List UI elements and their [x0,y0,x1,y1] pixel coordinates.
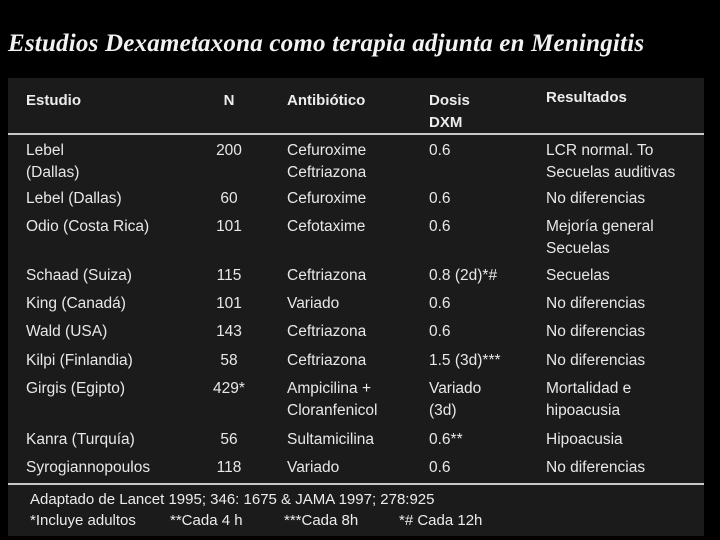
cell-n: 200 [216,142,242,159]
cell-line: 0.6 [429,323,451,340]
cell-line: No diferencias [546,295,646,312]
cell-study [26,265,132,287]
cell-line: Variado [287,459,340,476]
cell-results [546,457,645,479]
header-divider [8,133,704,135]
cell-results [546,140,675,184]
cell-line: (3d) [429,402,457,419]
cell-results [546,293,645,315]
cell-n: 101 [216,295,242,312]
cell-line: Mejoría general [546,218,654,235]
cell-line: Ceftriazona [287,323,367,340]
cell-line: Cloranfenicol [287,402,378,419]
cell-dose [429,378,481,422]
header-study: Estudio [26,92,81,109]
cell-line: No diferencias [546,459,646,476]
cell-results [546,378,631,422]
cell-study [26,429,135,451]
header-results: Resultados [546,89,627,106]
cell-n: 56 [220,431,238,448]
header-n: N [223,92,235,109]
cell-line: Hipoacusia [546,431,623,448]
header-antibiotic: Antibiótico [287,92,366,109]
cell-line: (Dallas) [26,164,80,181]
cell-results [546,188,645,210]
cell-line: Ampicilina + [287,380,371,397]
footnote: *# Cada 12h [399,512,483,529]
cell-study [26,321,107,343]
cell-line: 0.6 [429,190,451,207]
studies-table-panel [8,78,704,536]
cell-line: King (Canadá) [26,295,126,312]
cell-line: Syrogiannopoulos [26,459,151,476]
cell-line: Mortalidad e [546,380,632,397]
cell-dose [429,429,463,451]
cell-results [546,265,610,287]
cell-line: Kanra (Turquía) [26,431,135,448]
footnotes [30,511,482,531]
cell-line: Secuelas [546,240,610,257]
cell-line: Lebel (Dallas) [26,190,122,207]
cell-results [546,216,654,260]
cell-study [26,457,150,479]
footer-divider [8,483,704,485]
cell-n: 60 [220,190,238,207]
cell-antibiotic [287,321,366,343]
header-dose [429,90,470,134]
slide-title: Estudios Dexametaxona como terapia adjunta en Meningitis [8,30,645,57]
cell-results [546,350,645,372]
cell-line: 0.8 (2d)*# [429,267,498,284]
cell-antibiotic [287,265,366,287]
cell-study [26,140,79,184]
footnote: ***Cada 8h [284,512,359,529]
cell-n: 143 [216,323,242,340]
cell-line: 0.6 [429,218,451,235]
cell-line: Variado [429,380,482,397]
cell-n: 118 [216,459,242,476]
header-dose-line1: Dosis [429,92,470,109]
cell-line: Secuelas [546,267,610,284]
cell-study [26,216,149,238]
cell-antibiotic [287,140,366,184]
cell-line: Ceftriazona [287,267,367,284]
cell-dose [429,457,451,479]
cell-study [26,188,122,210]
cell-study [26,350,133,372]
cell-line: Secuelas auditivas [546,164,676,181]
cell-line: 0.6 [429,459,451,476]
footnote: **Cada 4 h [170,512,243,529]
cell-n: 429* [213,380,245,397]
cell-antibiotic [287,216,365,238]
cell-line: No diferencias [546,323,646,340]
cell-results [546,429,623,451]
cell-antibiotic [287,293,339,315]
cell-line: LCR normal. To [546,142,654,159]
cell-antibiotic [287,378,377,422]
cell-study [26,378,125,400]
source-citation: Adaptado de Lancet 1995; 346: 1675 & JAMA 1997; 278:925 [30,491,435,508]
cell-results [546,321,645,343]
cell-dose [429,140,451,162]
cell-line: hipoacusia [546,402,621,419]
cell-line: No diferencias [546,190,646,207]
cell-study [26,293,126,315]
cell-n: 58 [220,352,238,369]
cell-line: 0.6 [429,142,451,159]
cell-line: 0.6** [429,431,463,448]
cell-line: Kilpi (Finlandia) [26,352,133,369]
cell-antibiotic [287,457,339,479]
cell-line: Cefuroxime [287,142,367,159]
cell-dose [429,321,451,343]
cell-antibiotic [287,350,366,372]
footnote: *Incluye adultos [30,512,136,529]
cell-dose [429,188,451,210]
cell-n: 115 [216,267,242,284]
cell-dose [429,350,501,372]
cell-dose [429,216,451,238]
cell-line: Sultamicilina [287,431,375,448]
cell-line: Ceftriazona [287,164,367,181]
cell-line: Cefuroxime [287,190,367,207]
cell-dose [429,265,497,287]
cell-line: Odio (Costa Rica) [26,218,150,235]
cell-line: Schaad (Suiza) [26,267,132,284]
cell-line: No diferencias [546,352,646,369]
cell-dose [429,293,451,315]
cell-line: 1.5 (3d)*** [429,352,501,369]
cell-line: Variado [287,295,340,312]
cell-line: Girgis (Egipto) [26,380,126,397]
cell-line: Wald (USA) [26,323,108,340]
header-dose-line2: DXM [429,114,463,131]
cell-line: 0.6 [429,295,451,312]
cell-n: 101 [216,218,242,235]
cell-line: Lebel [26,142,64,159]
cell-line: Ceftriazona [287,352,367,369]
cell-antibiotic [287,188,366,210]
cell-antibiotic [287,429,374,451]
cell-line: Cefotaxime [287,218,366,235]
